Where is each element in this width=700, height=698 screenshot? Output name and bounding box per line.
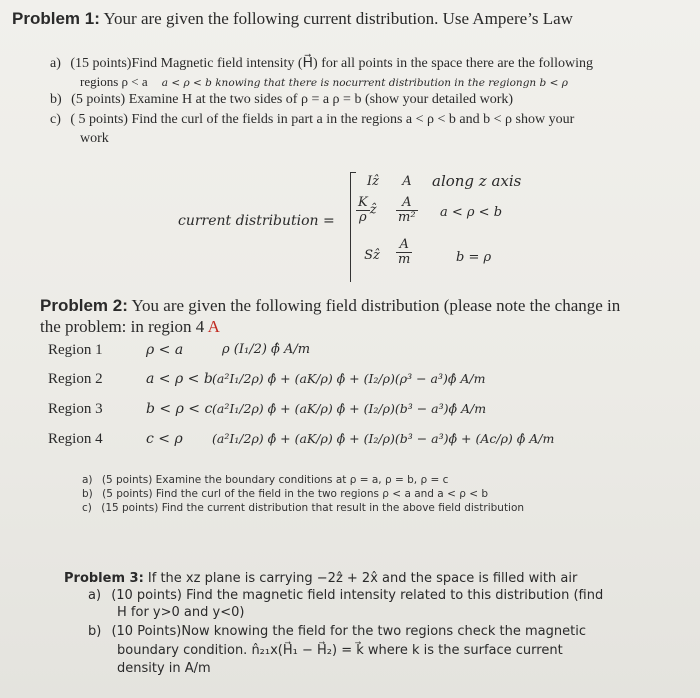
- problem1-c: [50, 112, 574, 128]
- row3-condition: b = ρ: [456, 250, 492, 265]
- problem1-a-label: a): [50, 56, 61, 71]
- region-1-expr: ρ (I₁/2) ϕ̂ A/m: [222, 342, 311, 357]
- row1-condition: along z axis: [432, 172, 522, 190]
- problem1-b-label: b): [50, 92, 62, 107]
- row2-unit-den: m²: [398, 209, 416, 225]
- region-1-cond: ρ < a: [146, 342, 184, 358]
- problem1-a: [50, 55, 593, 72]
- row3-value: Sẑ: [364, 248, 380, 263]
- problem3-a: [88, 588, 603, 603]
- region-3-name: Region 3: [48, 401, 103, 417]
- problem3-a-label: a): [88, 588, 102, 603]
- problem3-heading: [64, 571, 577, 586]
- row3-unit-num: A: [396, 238, 412, 253]
- problem1-heading: [12, 9, 573, 29]
- problem2-intro-cont: [40, 317, 220, 337]
- row2-value-den: ρ: [359, 209, 367, 225]
- region-2-name: Region 2: [48, 371, 103, 387]
- row2-value: [356, 196, 377, 224]
- problem1-b: [50, 92, 513, 108]
- problem1-a-rest: a < ρ < b knowing that there is nocurrent distribution in the regiongn b < ρ: [161, 77, 568, 89]
- problem1-c-label: c): [50, 112, 61, 127]
- problem3-title: Problem 3:: [64, 571, 144, 586]
- row2-unit-num: A: [396, 196, 418, 211]
- problem1-c-text: ( 5 points) Find the curl of the fields in part a in the regions a < ρ < b and b < ρ show your: [70, 112, 575, 127]
- problem2-item-b-label: b): [82, 488, 93, 500]
- region-4-expr: (a²I₁/2ρ) ϕ̂ + (aK/ρ) ϕ̂ + (I₂/ρ)(b³ − a³)ϕ̂ + (Ac/ρ) ϕ̂ A/m: [212, 431, 555, 446]
- problem2-item-c-text: (15 points) Find the current distribution that result in the above field distribution: [101, 502, 525, 514]
- row2-value-num: K: [358, 195, 368, 210]
- row1-value: Iẑ: [367, 174, 379, 189]
- region-3-expr: (a²I₁/2ρ) ϕ̂ + (aK/ρ) ϕ̂ + (I₂/ρ)(b³ − a³)ϕ̂ A/m: [212, 401, 487, 416]
- problem2-item-a-label: a): [82, 474, 93, 486]
- matrix-label: current distribution =: [178, 213, 335, 229]
- problem2-item-b-text: (5 points) Find the curl of the field in the two regions ρ < a and a < ρ < b: [102, 488, 489, 500]
- problem2-heading: [40, 296, 620, 316]
- problem3-a-text: (10 points) Find the magnetic field intensity related to this distribution (find: [111, 588, 604, 603]
- problem3-intro: If the xz plane is carrying −2ẑ + 2x̂ and the space is filled with air: [147, 571, 578, 586]
- problem3-b-label: b): [88, 624, 102, 639]
- problem2-item-a-text: (5 points) Examine the boundary conditions at ρ = a, ρ = b, ρ = c: [101, 474, 449, 486]
- problem1-c-cont: work: [80, 131, 109, 146]
- problem3-a-cont: H for y>0 and y<0): [117, 605, 245, 620]
- region-4-cond: c < ρ: [146, 431, 183, 447]
- problem2-intro-highlight: A: [207, 317, 220, 336]
- problem2-intro-cont-text: the problem: in region 4: [40, 317, 205, 336]
- problem1-title: Problem 1:: [12, 9, 100, 28]
- problem2-intro: You are given the following field distribution (please note the change in: [131, 296, 621, 315]
- problem2-item-c-label: c): [82, 502, 92, 514]
- row2-unit: [396, 196, 418, 224]
- matrix-bracket-top: [350, 172, 356, 173]
- problem2-item-a: [82, 474, 448, 486]
- row1-unit: A: [402, 174, 412, 189]
- region-1-name: Region 1: [48, 342, 103, 358]
- problem2-item-b: [82, 488, 488, 500]
- row2-condition: a < ρ < b: [440, 205, 503, 220]
- region-3-cond: b < ρ < c: [146, 401, 213, 417]
- problem1-a-cont: [80, 74, 568, 90]
- problem2-title: Problem 2:: [40, 296, 128, 315]
- problem2-item-c: [82, 502, 524, 514]
- problem1-a-text: (15 points)Find Magnetic field intensity (H⃗) for all points in the space there are the following: [70, 56, 593, 71]
- problem3-b-cont2: density in A/m: [117, 661, 211, 676]
- region-2-expr: (a²I₁/2ρ) ϕ̂ + (aK/ρ) ϕ̂ + (I₂/ρ)(ρ³ − a³)ϕ̂ A/m: [212, 371, 486, 386]
- problem3-b-text: (10 Points)Now knowing the field for the two regions check the magnetic: [111, 624, 586, 639]
- problem1-b-text: (5 points) Examine H at the two sides of ρ = a ρ = b (show your detailed work): [71, 92, 514, 107]
- problem1-a-regions: regions ρ < a: [80, 74, 148, 89]
- problem1-intro: Your are given the following current distribution. Use Ampere’s Law: [103, 9, 573, 28]
- matrix-bracket: [350, 172, 351, 282]
- row3-unit-den: m: [398, 251, 411, 267]
- problem3-b-cont1: boundary condition. n̂₂₁x(H⃗₁ − H⃗₂) = k⃗ where k is the surface current: [117, 643, 563, 658]
- region-4-name: Region 4: [48, 431, 103, 447]
- region-2-cond: a < ρ < b: [146, 371, 213, 387]
- row2-value-suffix: ẑ: [369, 202, 377, 218]
- problem3-b: [88, 624, 586, 639]
- row3-unit: [396, 238, 412, 266]
